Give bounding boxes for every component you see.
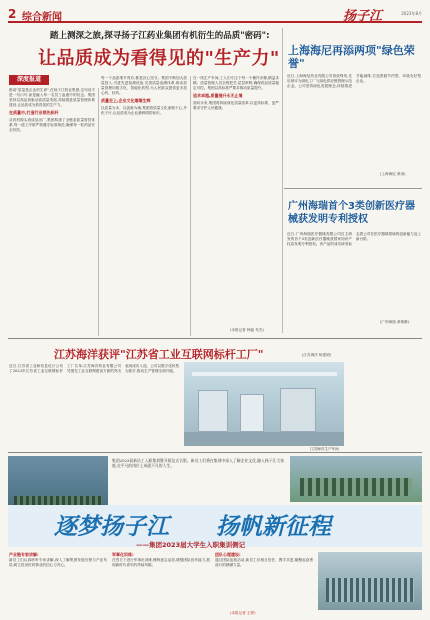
- shanghai-haini-headline: 上海海尼再添两项"绿色荣誉": [288, 44, 415, 70]
- section-3-heading: 团队心理建设:: [215, 552, 241, 557]
- lead-column-1: 都说"质量是企业的生命",在扬子江药业集团,这句话不是一句口号,而是融入每一名员工血液中的信念。集团坚持以高品质驱动高质量发展,持续推进质量管理体系建设,让品质成为看得见的生产力。 在质量中,打造行业领先标杆 从药材源头到成品出厂,集团构建了全链条质量管控体系,每一道工序都严格遵守标准规范,确保每一粒药品安全有效。: [9, 88, 95, 132]
- feature-subhead: ——集团2023届大学生入职集训侧记: [136, 541, 246, 549]
- page-number: 2: [8, 7, 17, 21]
- lead-subheading-2: 质量至上,企业文化熠熠生辉: [101, 98, 151, 103]
- factory-photo-caption: 江苏海洋生产车间: [310, 447, 339, 451]
- feature-caption: 集团2023届新员工入职集训暨开班仪式合影。新员工们将在集训中深入了解企业文化,融入扬子江大家庭,在平凡的岗位上成就不凡的人生。: [112, 458, 284, 468]
- divider: [8, 452, 422, 453]
- feature-section-3: 团队心理建设: 通过团队拓展活动,新员工们相互信任、携手共进,凝聚起奋勇前行的磅礴力量。: [215, 552, 313, 567]
- lead-column-2: 每一个品质细节背后,都是匠心坚守。集团不断加大质量投入,引进先进检测设备,完善质量追溯体系,推动质量管理向数字化、智能化转型,为人民群众提供更多放心药、好药。 质量至上,企业文化熠熠生辉 以质量为本、以创新为魂,集团将质量文化深植于心,外化于行,让品质成为企业最鲜明的标识。: [101, 76, 187, 115]
- feature-section-2: 军事化训练: 在烈日下进行军事化训练,锤炼意志品质,增强团队协作能力,展现新时代青年的昂扬风貌。: [112, 552, 210, 567]
- factory-photo: [184, 362, 344, 446]
- lead-kicker: 踏上测深之旅,探寻扬子江药业集团有机衍生的品质"密码":: [50, 31, 270, 41]
- feature-reporter: (本报记者 王婷): [230, 611, 256, 615]
- issue-date: 2023年8月: [401, 11, 422, 16]
- lead-subheading-1: 在质量中,打造行业领先标杆: [9, 110, 59, 115]
- guangzhou-hairui-body: 近日,广州海瑞医疗器械有限公司自主研发的首个3类创新医疗器械获国家知识产权局发明专利授权。该产品的成功研发标志着公司在医疗器械领域的创新能力迈上新台阶。: [287, 232, 421, 246]
- lead-byline: (本报记者 韩毅 朱杰): [230, 328, 264, 332]
- report-tag: 深度报道: [9, 75, 49, 85]
- page-header: [8, 5, 422, 23]
- section-2-heading: 军事化训练:: [112, 552, 134, 557]
- lead-headline: 让品质成为看得见的"生产力": [38, 48, 280, 69]
- training-photo: [290, 456, 422, 502]
- banner-right: 扬帆新征程: [216, 514, 331, 540]
- jiangsu-haiyang-credit: (江苏海洋 杨建明): [302, 353, 332, 357]
- divider: [284, 188, 422, 189]
- section-title: 综合新闻: [22, 12, 62, 23]
- guangzhou-hairui-credit: (广州海瑞 黄雅琳): [380, 320, 410, 324]
- banner-left: 逐梦扬子江: [54, 514, 169, 540]
- divider: [98, 88, 99, 336]
- guangzhou-hairui-headline: 广州海瑞首个3类创新医疗器械获发明专利授权: [288, 201, 415, 225]
- jiangsu-haiyang-body: 近日,江苏省工业和信息化厅公布了2023年江苏省工业互联网标杆工厂名单,江苏海洋药业有限公司凭借在工业互联网建设方面的突出表现成功入选。公司以数字化转型为抓手,推动生产管理全面升级。: [9, 364, 179, 373]
- shanghai-haini-body: 近日,上海海尼药业有限公司再获殊荣,先后被评为绿色工厂与绿色供应链管理示范企业。公司坚持绿色发展理念,持续推进节能减排,打造资源节约型、环境友好型企业。: [287, 74, 421, 88]
- jiangsu-haiyang-headline: 江苏海洋获评"江苏省工业互联网标杆工厂": [54, 348, 264, 361]
- team-photo: [318, 552, 422, 610]
- divider: [282, 28, 283, 333]
- masthead-logo: 扬子江: [342, 9, 382, 24]
- lead-subheading-3: 追求卓越,质量提升永无止境: [193, 93, 243, 98]
- section-1-heading: 产业链专家讲解:: [9, 552, 39, 557]
- divider: [8, 338, 422, 339]
- divider: [190, 76, 191, 336]
- lead-column-3: 在一线生产车间,工人们专注于每一个操作步骤,精益求精。质量管理人员全程把关,层层审核,确保药品质量稳定可控。集团以高标准严要求推动质量提升。 追求卓越,质量提升永无止境 面向未来,集团将持续深化质量改革,以更高标准、更严要求守护人民健康。: [193, 76, 279, 110]
- shanghai-haini-credit: (上海海尼 黄涛): [380, 172, 406, 176]
- feature-section-1: 产业链专家讲解: 新员工们认真聆听专家讲解,深入了解集团发展历程与产业布局,树立投身医药事业的信心与决心。: [9, 552, 107, 567]
